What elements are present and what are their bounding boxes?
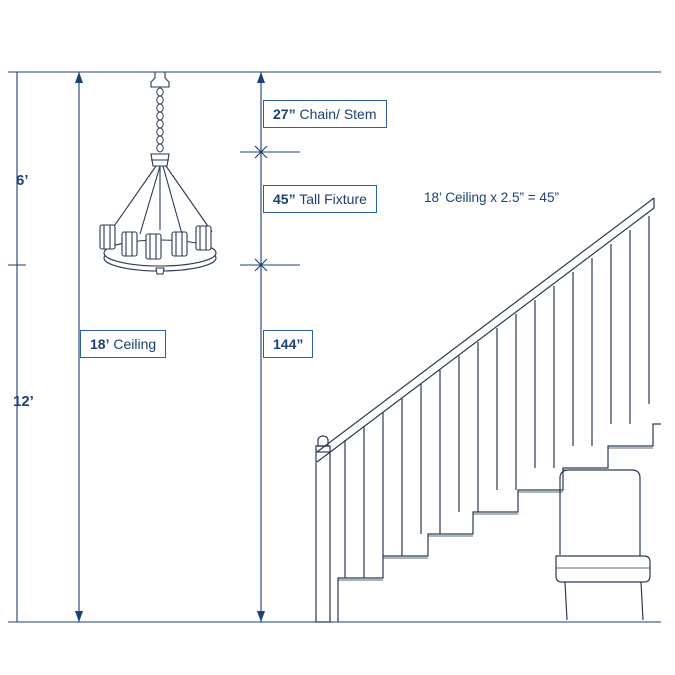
label-drop-value: 144”	[273, 336, 304, 352]
formula-label: 18’ Ceiling x 2.5” = 45”	[424, 190, 559, 205]
label-drop	[263, 330, 313, 358]
chair-icon	[556, 470, 650, 620]
label-ceiling-text: Ceiling	[109, 336, 157, 352]
label-ceiling	[80, 330, 166, 358]
staircase-icon	[316, 198, 661, 622]
label-tall-fixture-value: 45”	[273, 191, 296, 207]
label-ceiling-value: 18’	[90, 336, 110, 352]
chandelier-icon	[100, 72, 216, 274]
label-chain-stem	[263, 100, 387, 128]
axis-label-upper: 6’	[16, 172, 29, 189]
label-tall-fixture-text: Tall Fixture	[295, 191, 367, 207]
label-tall-fixture	[263, 185, 377, 213]
label-chain-stem-value: 27”	[273, 106, 296, 122]
label-chain-stem-text: Chain/ Stem	[295, 106, 377, 122]
axis-label-lower: 12’	[13, 393, 34, 410]
